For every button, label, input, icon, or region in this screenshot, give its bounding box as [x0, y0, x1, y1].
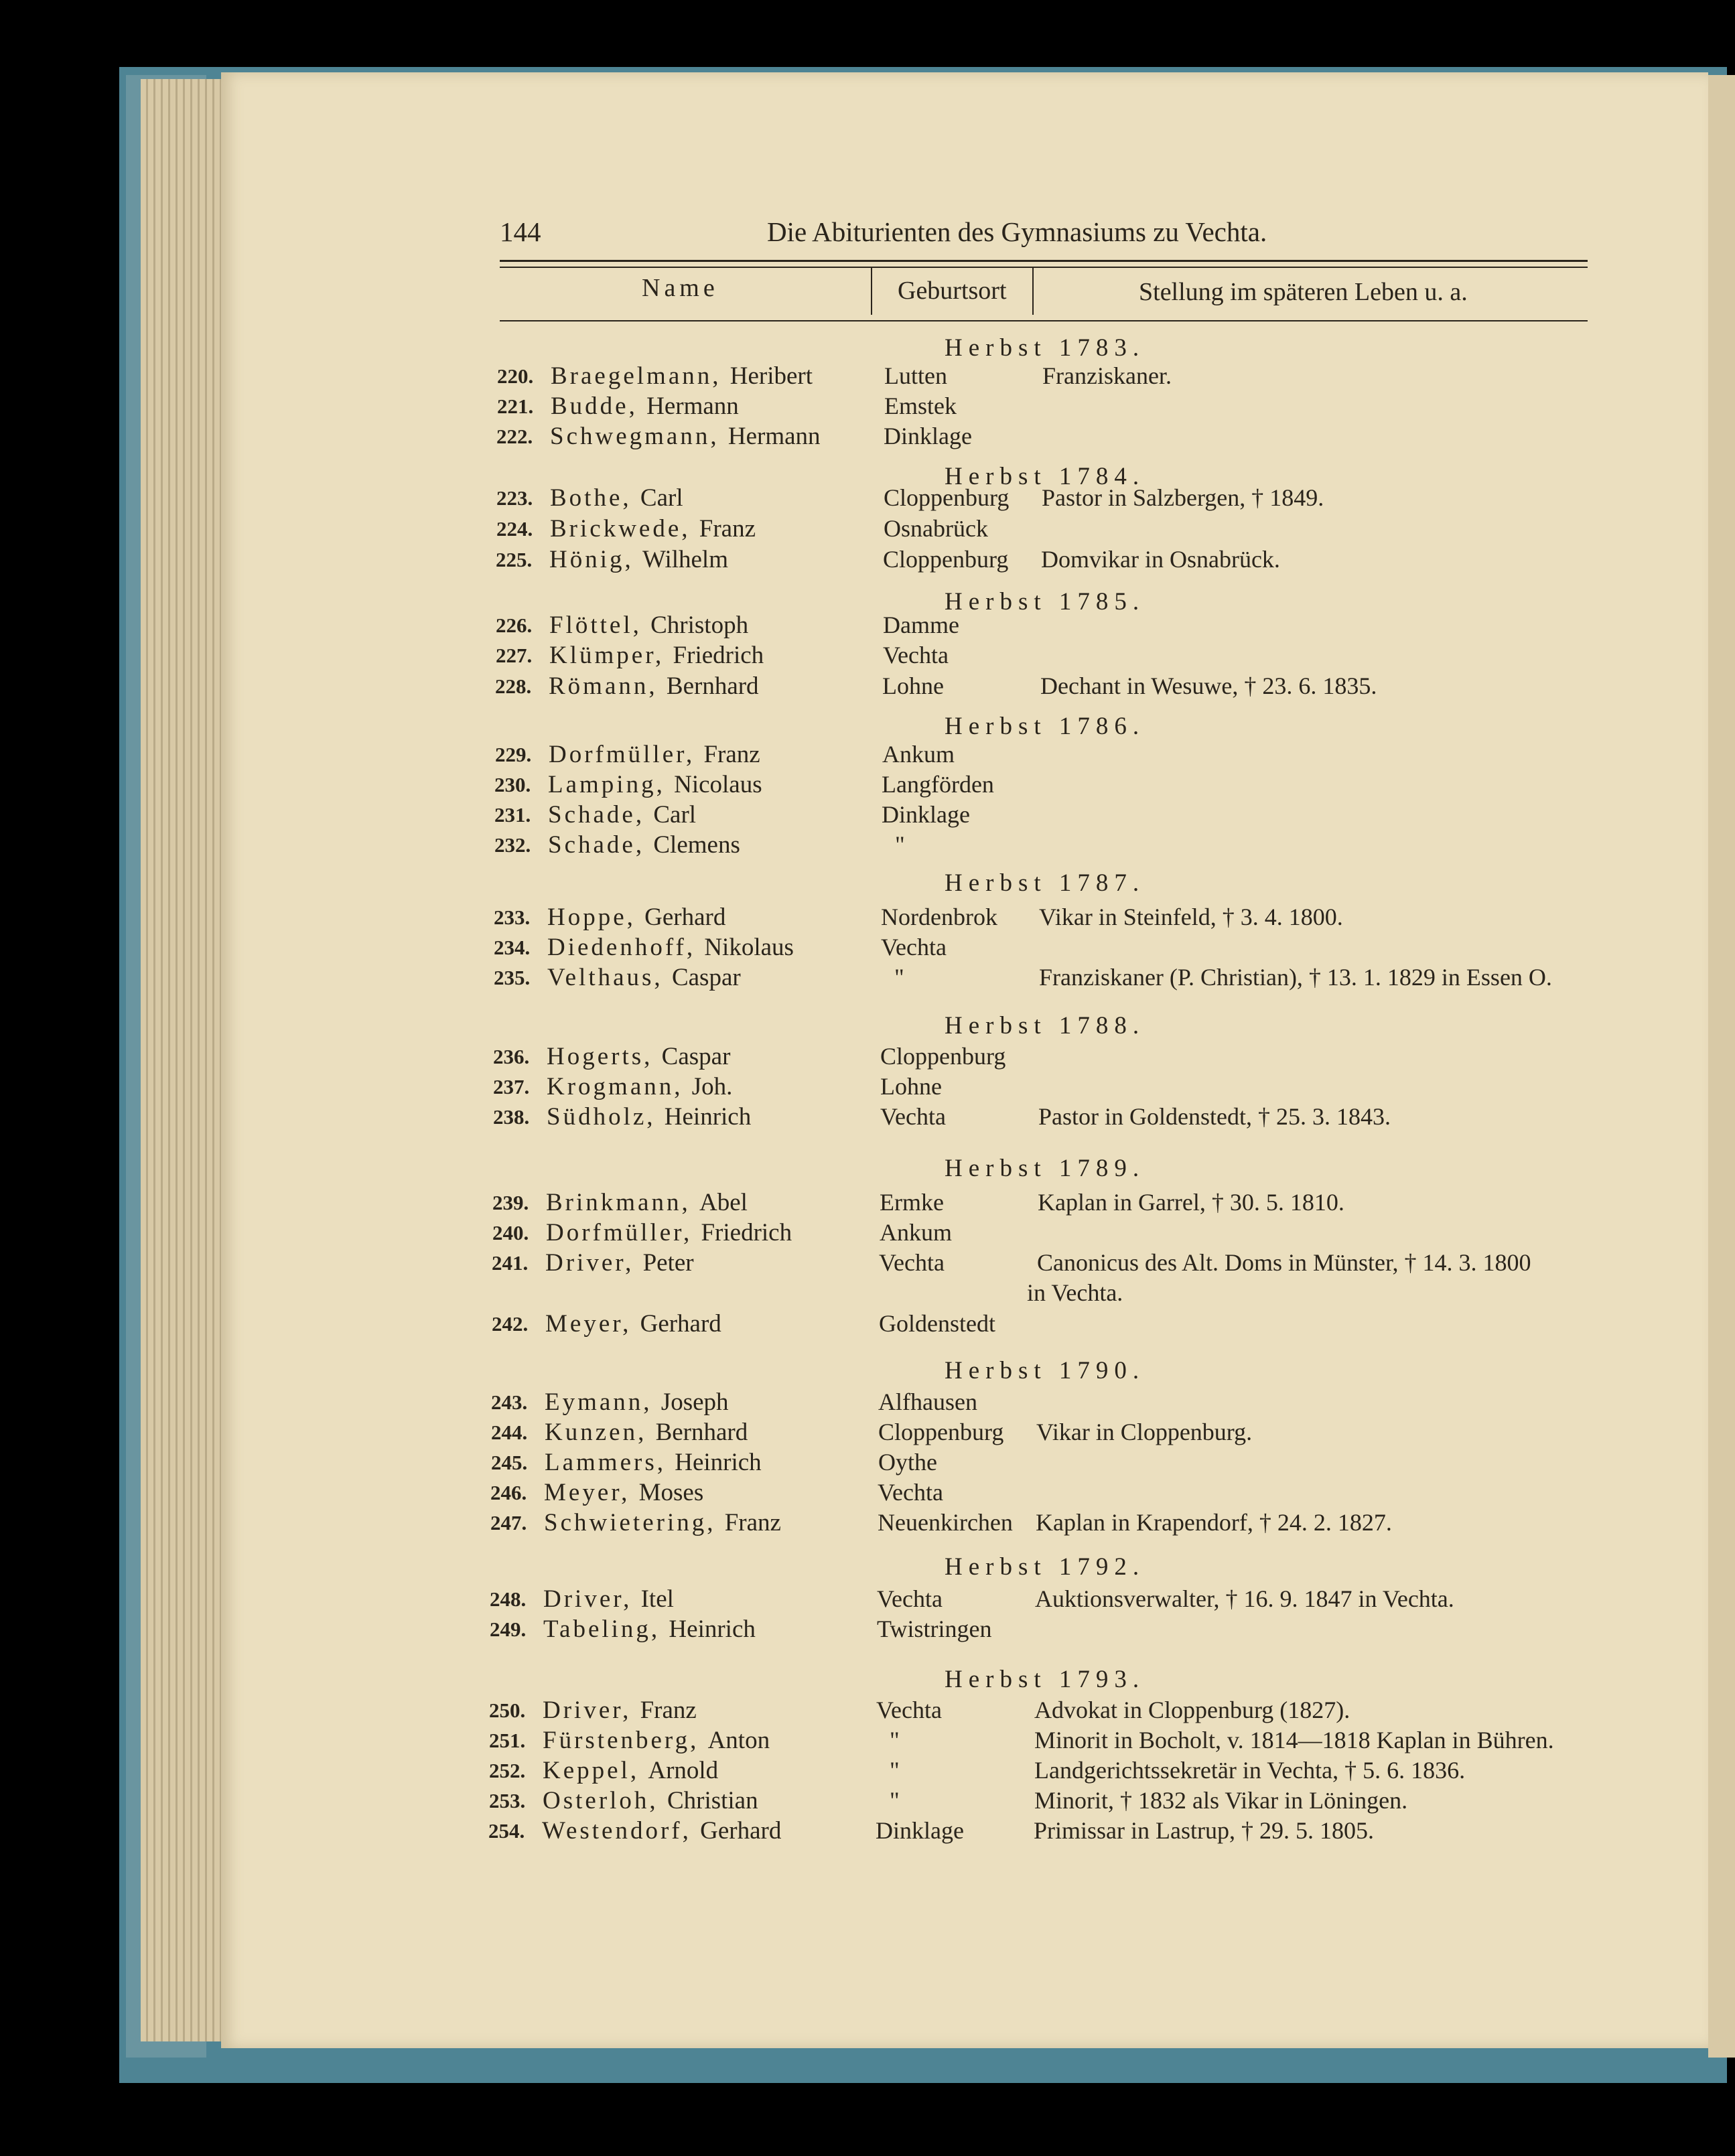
entry-number: 246. [490, 1481, 527, 1504]
entry-number: 251. [489, 1729, 526, 1752]
entry-number: 236. [493, 1045, 530, 1068]
entry-position: Pastor in Goldenstedt, † 25. 3. 1843. [1038, 1103, 1391, 1130]
entry-name [547, 1072, 732, 1101]
entry-number: 232. [494, 833, 531, 857]
entry-first-name: Friedrich [701, 1219, 792, 1246]
entry-birthplace: " [894, 964, 904, 991]
entry-number: 235. [494, 966, 531, 989]
entry-birthplace: " [890, 1727, 900, 1753]
entry-number: 234. [494, 936, 531, 959]
entry-row [0, 800, 1735, 830]
entry-name [548, 831, 740, 859]
entry-row [0, 1696, 1735, 1725]
entry-first-name: Heinrich [675, 1449, 762, 1476]
entry-name [543, 1615, 756, 1644]
entry-surname: Schade, [548, 831, 654, 859]
entry-row [0, 1448, 1735, 1478]
entry-position: Minorit, † 1832 als Vikar in Löningen. [1034, 1787, 1408, 1814]
entry-first-name: Caspar [671, 964, 741, 991]
section-heading: Herbst 1792. [945, 1553, 1146, 1581]
entry-first-name: Gerhard [644, 904, 726, 931]
entry-row [0, 1756, 1735, 1786]
entry-first-name: Bernhard [655, 1419, 748, 1446]
entry-birthplace: Alfhausen [878, 1388, 977, 1415]
entry-birthplace: Ankum [882, 741, 955, 768]
entry-row [0, 1072, 1735, 1102]
entry-row [0, 963, 1735, 993]
entry-surname: Brinkmann, [546, 1189, 699, 1216]
entry-first-name: Itel [640, 1585, 674, 1613]
entry-position: Vikar in Steinfeld, † 3. 4. 1800. [1039, 904, 1343, 930]
entry-first-name: Hermann [727, 423, 821, 450]
entry-birthplace: Cloppenburg [883, 546, 1009, 573]
entry-birthplace: Cloppenburg [878, 1419, 1004, 1445]
entry-position: Pastor in Salzbergen, † 1849. [1042, 484, 1324, 511]
entry-first-name: Caspar [661, 1043, 731, 1070]
entry-number: 252. [489, 1759, 526, 1782]
entry-position: Advokat in Cloppenburg (1827). [1034, 1697, 1350, 1723]
entry-first-name: Peter [642, 1249, 694, 1277]
entry-name [546, 1218, 792, 1247]
entry-row [0, 1218, 1735, 1248]
entry-birthplace: Neuenkirchen [878, 1509, 1013, 1536]
entry-surname: Schwegmann, [550, 423, 728, 450]
entry-first-name: Nikolaus [704, 934, 794, 961]
column-header-name: Name [642, 274, 719, 302]
entry-birthplace: Cloppenburg [884, 484, 1010, 511]
entry-birthplace: Lohne [882, 672, 944, 699]
entry-row [0, 611, 1735, 640]
entry-first-name: Franz [699, 515, 756, 543]
entry-birthplace: Dinklage [876, 1817, 964, 1844]
entry-row [0, 1508, 1735, 1538]
entry-name [551, 362, 813, 390]
entry-name [549, 740, 760, 769]
entry-position: Domvikar in Osnabrück. [1041, 546, 1280, 573]
entry-birthplace: " [895, 831, 905, 858]
entry-first-name: Heinrich [669, 1615, 756, 1643]
entry-row [0, 1615, 1735, 1644]
entry-first-name: Moses [638, 1479, 704, 1506]
entry-surname: Flöttel, [549, 612, 651, 639]
section-heading: Herbst 1793. [945, 1666, 1146, 1693]
entry-row [0, 422, 1735, 451]
column-header-birthplace: Geburtsort [898, 277, 1007, 305]
entry-name [543, 1585, 674, 1613]
entry-row [0, 740, 1735, 770]
entry-surname: Driver, [543, 1697, 640, 1724]
entry-row [0, 1786, 1735, 1816]
entry-birthplace: Vechta [879, 1249, 945, 1276]
entry-number: 247. [490, 1511, 527, 1534]
entry-surname: Eymann, [545, 1388, 661, 1416]
entry-position: Auktionsverwalter, † 16. 9. 1847 in Vechta. [1035, 1585, 1454, 1612]
entry-row [0, 770, 1735, 800]
entry-number: 233. [494, 906, 531, 929]
section-heading: Herbst 1790. [945, 1357, 1146, 1384]
entry-row [0, 641, 1735, 670]
entry-number: 253. [489, 1789, 526, 1812]
entry-birthplace: Vechta [877, 1585, 943, 1612]
section-heading: Herbst 1786. [945, 713, 1146, 740]
entry-first-name: Bernhard [666, 672, 759, 700]
entry-row [0, 1248, 1735, 1278]
entry-number: 248. [490, 1587, 527, 1611]
entry-surname: Fürstenberg, [543, 1727, 708, 1754]
entry-birthplace: Emstek [884, 392, 957, 419]
entry-name [546, 1188, 748, 1217]
entry-birthplace: " [890, 1757, 900, 1784]
entry-birthplace: Oythe [878, 1449, 937, 1476]
entry-surname: Schwietering, [544, 1509, 725, 1536]
entry-number: 222. [496, 425, 533, 448]
entry-surname: Driver, [543, 1585, 641, 1613]
entry-surname: Velthaus, [547, 964, 672, 991]
entry-first-name: Gerhard [640, 1310, 721, 1338]
entry-birthplace: Nordenbrok [881, 904, 997, 930]
entry-surname: Hogerts, [547, 1043, 662, 1070]
entry-name [550, 484, 683, 512]
entry-number: 249. [490, 1618, 527, 1641]
entry-number: 229. [495, 743, 532, 766]
entry-birthplace: Cloppenburg [880, 1043, 1006, 1070]
entry-position: Minorit in Bocholt, v. 1814—1818 Kaplan in Bühren. [1034, 1727, 1554, 1753]
entry-name [543, 1726, 770, 1755]
column-header-position: Stellung im späteren Leben u. a. [1139, 278, 1468, 306]
entry-position: Primissar in Lastrup, † 29. 5. 1805. [1034, 1817, 1374, 1844]
entry-name [547, 1042, 730, 1071]
entry-surname: Klümper, [549, 642, 673, 669]
entry-first-name: Carl [640, 484, 683, 512]
entry-first-name: Christian [667, 1787, 758, 1814]
entry-surname: Hönig, [549, 546, 642, 573]
entry-birthplace: Twistringen [877, 1615, 992, 1642]
entry-row [0, 514, 1735, 544]
entry-number: 254. [488, 1819, 525, 1843]
entry-surname: Diedenhoff, [547, 934, 705, 961]
entry-surname: Budde, [551, 392, 647, 420]
entry-surname: Westendorf, [542, 1817, 701, 1845]
entry-row [0, 903, 1735, 932]
entry-name [549, 611, 748, 640]
entry-row [0, 362, 1735, 391]
section-heading: Herbst 1789. [945, 1155, 1146, 1182]
section-heading: Herbst 1785. [945, 588, 1146, 616]
entry-name [545, 1388, 729, 1417]
entry-first-name: Friedrich [673, 642, 764, 669]
entry-position: Canonicus des Alt. Doms in Münster, † 14. 3. 1800 [1037, 1249, 1531, 1276]
entry-surname: Lammers, [545, 1449, 675, 1476]
entry-row [0, 1418, 1735, 1447]
entry-birthplace: Vechta [878, 1479, 943, 1506]
entry-name [551, 392, 739, 421]
entry-number: 237. [493, 1075, 530, 1098]
entry-birthplace: Vechta [880, 1103, 946, 1130]
entry-number: 241. [492, 1251, 529, 1275]
entry-row [0, 1585, 1735, 1614]
entry-surname: Keppel, [543, 1757, 648, 1784]
entry-row [0, 831, 1735, 860]
entry-first-name: Abel [699, 1189, 748, 1216]
entry-surname: Lamping, [548, 771, 675, 798]
entry-row [0, 1309, 1735, 1339]
page-number: 144 [500, 216, 541, 247]
entry-surname: Osterloh, [543, 1787, 667, 1814]
entry-surname: Meyer, [544, 1479, 639, 1506]
entry-surname: Dorfmüller, [546, 1219, 701, 1246]
entry-number: 226. [496, 614, 533, 637]
entry-surname: Krogmann, [547, 1073, 692, 1100]
entry-number: 243. [491, 1390, 528, 1414]
entry-surname: Braegelmann, [551, 362, 730, 390]
entry-name [545, 1248, 694, 1277]
entry-name [544, 1478, 703, 1507]
entry-name [547, 903, 725, 932]
entry-name [549, 545, 728, 574]
entry-birthplace: Vechta [881, 934, 947, 960]
entry-number: 230. [494, 773, 531, 796]
entry-row [0, 1816, 1735, 1846]
entry-number: 231. [494, 803, 531, 827]
entry-position: Kaplan in Garrel, † 30. 5. 1810. [1038, 1189, 1344, 1216]
entry-birthplace: Lohne [880, 1073, 942, 1100]
entry-number: 225. [496, 548, 533, 571]
entry-row [0, 1188, 1735, 1218]
entry-first-name: Heinrich [664, 1103, 752, 1131]
entry-position: Vikar in Cloppenburg. [1036, 1419, 1253, 1445]
entry-birthplace: Dinklage [882, 801, 970, 828]
entry-position: Kaplan in Krapendorf, † 24. 2. 1827. [1036, 1509, 1392, 1536]
entry-first-name: Heribert [730, 362, 813, 390]
entry-birthplace: Ermke [880, 1189, 944, 1216]
entry-number: 223. [496, 486, 533, 510]
entry-birthplace: Damme [883, 612, 959, 638]
entry-birthplace: Lutten [884, 362, 947, 389]
entry-row [0, 1478, 1735, 1508]
entry-number: 250. [489, 1699, 526, 1722]
entry-birthplace: Ankum [880, 1219, 952, 1246]
entry-name [542, 1816, 781, 1845]
section-heading: Herbst 1787. [945, 869, 1146, 897]
entry-name [549, 641, 764, 670]
entry-first-name: Franz [724, 1509, 781, 1536]
entry-name [547, 933, 794, 962]
entry-row [0, 392, 1735, 421]
entry-name [550, 514, 756, 543]
entry-number: 228. [495, 674, 532, 698]
section-heading: Herbst 1783. [945, 334, 1146, 362]
entry-name [543, 1756, 718, 1785]
entry-name [543, 1786, 758, 1815]
entry-surname: Tabeling, [543, 1615, 669, 1643]
entry-birthplace: Vechta [876, 1697, 942, 1723]
entry-surname: Schade, [548, 801, 654, 829]
running-title: Die Abiturienten des Gymnasiums zu Vechta. [767, 216, 1267, 247]
entry-first-name: Anton [707, 1727, 770, 1754]
entry-number: 245. [491, 1451, 528, 1474]
entry-surname: Hoppe, [547, 904, 645, 931]
entry-name [547, 1102, 751, 1131]
entry-position: Franziskaner (P. Christian), † 13. 1. 1829 in Essen O. [1039, 964, 1552, 991]
entry-row [0, 484, 1735, 513]
entry-surname: Dorfmüller, [549, 741, 704, 768]
entry-row [0, 1726, 1735, 1755]
entry-surname: Driver, [545, 1249, 643, 1277]
entry-row [0, 1388, 1735, 1417]
entry-surname: Kunzen, [545, 1419, 656, 1446]
entry-name [550, 422, 821, 451]
entry-first-name: Carl [653, 801, 697, 829]
entry-surname: Südholz, [547, 1103, 665, 1131]
entry-number: 238. [493, 1105, 530, 1129]
entry-position: Landgerichtssekretär in Vechta, † 5. 6. 1836. [1034, 1757, 1466, 1784]
entry-number: 240. [492, 1221, 529, 1244]
entry-name [545, 1448, 762, 1477]
entry-number: 244. [491, 1421, 528, 1444]
entry-row [0, 933, 1735, 962]
entry-first-name: Clemens [653, 831, 740, 859]
entry-row [0, 545, 1735, 575]
entry-name [545, 1309, 721, 1338]
entry-number: 220. [497, 364, 534, 388]
entry-birthplace: Dinklage [884, 423, 972, 449]
entry-number: 239. [492, 1191, 529, 1214]
section-heading: Herbst 1788. [945, 1012, 1146, 1039]
entry-name [549, 672, 759, 701]
entry-birthplace: Langförden [882, 771, 994, 798]
entry-first-name: Wilhelm [642, 546, 728, 573]
entry-name [547, 963, 741, 992]
entry-first-name: Gerhard [700, 1817, 782, 1845]
entry-row [0, 1102, 1735, 1132]
entry-birthplace: Vechta [883, 642, 949, 668]
entry-first-name: Franz [640, 1697, 697, 1724]
entry-row [0, 1042, 1735, 1072]
entry-birthplace: Goldenstedt [879, 1310, 995, 1337]
entry-first-name: Joseph [661, 1388, 729, 1416]
entry-surname: Römann, [549, 672, 667, 700]
entry-number: 221. [497, 394, 534, 418]
entry-birthplace: Osnabrück [884, 515, 988, 542]
entry-name [543, 1696, 697, 1725]
entry-name [545, 1418, 748, 1447]
entry-first-name: Franz [703, 741, 760, 768]
entry-name [548, 800, 696, 829]
entry-name [544, 1508, 781, 1537]
entry-position: Dechant in Wesuwe, † 23. 6. 1835. [1040, 672, 1377, 699]
entry-first-name: Arnold [648, 1757, 719, 1784]
entry-row [0, 672, 1735, 701]
entry-surname: Bothe, [550, 484, 640, 512]
entry-first-name: Nicolaus [674, 771, 762, 798]
section-heading: Herbst 1784. [945, 463, 1146, 490]
entry-first-name: Christoph [650, 612, 749, 639]
entry-number: 227. [496, 644, 533, 667]
entry-position: Franziskaner. [1042, 362, 1172, 389]
entry-birthplace: " [890, 1787, 900, 1814]
entry-name [548, 770, 762, 799]
entry-first-name: Joh. [691, 1073, 733, 1100]
entry-number: 224. [496, 517, 533, 541]
entry-surname: Brickwede, [550, 515, 699, 543]
entry-position-continued: in Vechta. [1027, 1279, 1123, 1306]
entry-number: 242. [492, 1312, 529, 1336]
entry-surname: Meyer, [545, 1310, 640, 1338]
entry-first-name: Hermann [646, 392, 739, 420]
